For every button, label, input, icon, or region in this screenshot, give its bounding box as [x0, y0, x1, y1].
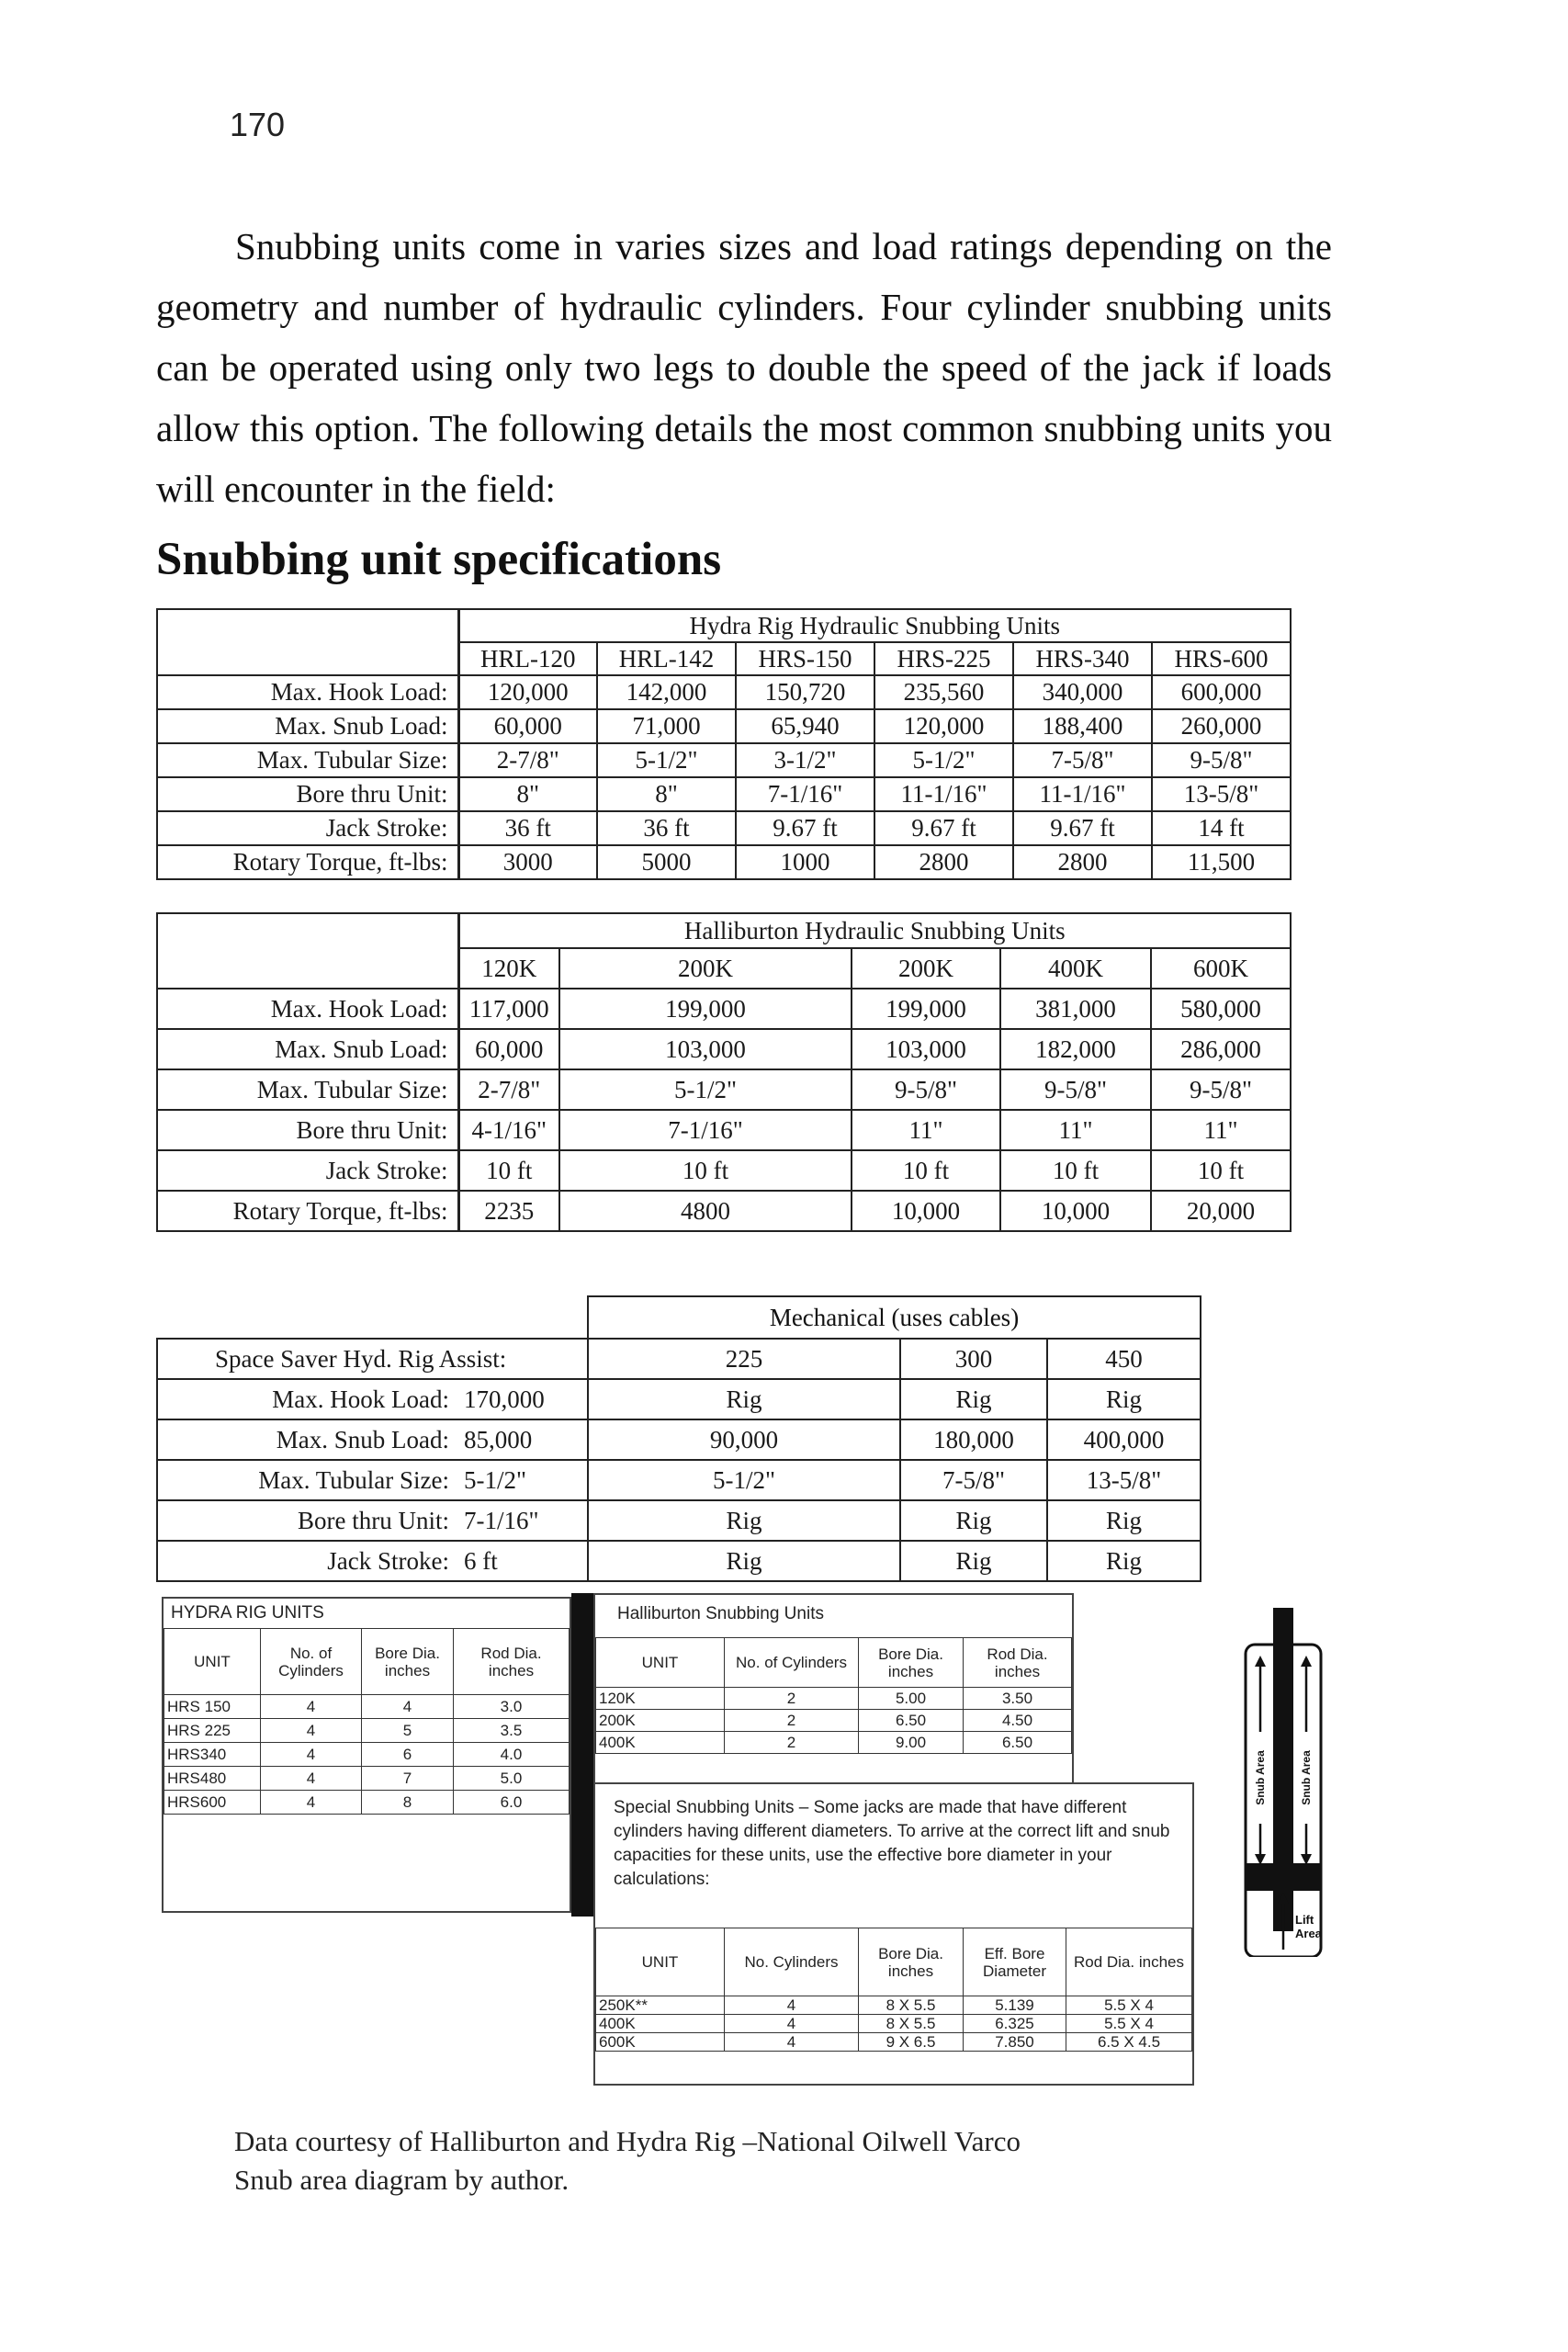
table-cell: 10 ft — [852, 1150, 1000, 1191]
table-cell: 4 — [725, 2033, 859, 2052]
table-cell: 3.0 — [454, 1695, 570, 1719]
mechanical-title-box — [587, 1295, 1201, 1338]
row-label: Bore thru Unit: — [157, 1110, 458, 1150]
model-header: 200K — [852, 948, 1000, 989]
table-cell: 3-1/2" — [736, 743, 874, 777]
table-row — [157, 675, 1291, 709]
table-cell: 250K** — [596, 1996, 725, 2015]
table-row — [157, 709, 1291, 743]
table-row — [157, 1541, 1201, 1581]
model-header: 120K — [458, 948, 559, 989]
piston-head — [1246, 1863, 1321, 1891]
table-cell: HRS600 — [164, 1791, 261, 1815]
table-title: Hydra Rig Hydraulic Snubbing Units — [458, 609, 1291, 642]
intro-paragraph — [156, 216, 1332, 519]
table-cell: 5-1/2" — [597, 743, 736, 777]
footer-credit: Data courtesy of Halliburton and Hydra Rig –National Oilwell Varco — [234, 2125, 1021, 2157]
table-cell: 8 X 5.5 — [859, 1996, 964, 2015]
table-cell: 3.5 — [454, 1719, 570, 1743]
table-cell: 2-7/8" — [458, 743, 597, 777]
table-cell: 9.00 — [859, 1732, 964, 1754]
table-cell: 60,000 — [458, 709, 597, 743]
special-table — [595, 1928, 1192, 2052]
table-cell: 9-5/8" — [1000, 1069, 1151, 1110]
model-header: 600K — [1151, 948, 1291, 989]
table-cell: 36 ft — [597, 811, 736, 845]
table-cell: 6.50 — [859, 1710, 964, 1732]
table-row — [596, 1996, 1192, 2015]
table-cell: 142,000 — [597, 675, 736, 709]
table-cell: 13-5/8" — [1152, 777, 1291, 811]
table-cell: 5.5 X 4 — [1066, 2015, 1192, 2033]
table-cell: 9-5/8" — [1151, 1069, 1291, 1110]
lift-area-label: Lift Area — [1295, 1913, 1322, 1940]
table-cell: 182,000 — [1000, 1029, 1151, 1069]
table-cell: 286,000 — [1151, 1029, 1291, 1069]
table-cell: 7-1/16" — [736, 777, 874, 811]
space-saver-value: 6 ft — [458, 1541, 588, 1581]
hal-cyl-title: Halliburton Snubbing Units — [617, 1604, 824, 1623]
row-label: Max. Tubular Size: — [157, 1460, 458, 1500]
table-cell: 2 — [725, 1732, 859, 1754]
row-label: Max. Tubular Size: — [157, 1069, 458, 1110]
snub-area-label-left: Snub Area — [1254, 1750, 1267, 1805]
column-header: Bore Dia. inches — [859, 1928, 964, 1996]
table-cell: 5000 — [597, 845, 736, 879]
table-row — [157, 1379, 1201, 1419]
table-row — [157, 743, 1291, 777]
table-cell: 36 ft — [458, 811, 597, 845]
table-cell: 4 — [725, 1996, 859, 2015]
table-cell: 4 — [725, 2015, 859, 2033]
table-row — [157, 1191, 1291, 1231]
table-cell: 5.139 — [964, 1996, 1066, 2015]
section-title: Snubbing unit specifications — [156, 534, 722, 585]
table-cell: 6.50 — [964, 1732, 1072, 1754]
table-row — [596, 1710, 1072, 1732]
table-cell: 8" — [597, 777, 736, 811]
table-cell: 10 ft — [1000, 1150, 1151, 1191]
table-cell: 2800 — [1013, 845, 1152, 879]
model-header: HRL-142 — [597, 642, 736, 675]
column-header: No. of Cylinders — [261, 1629, 362, 1695]
table-cell: Rig — [588, 1500, 900, 1541]
table-cell: 9 X 6.5 — [859, 2033, 964, 2052]
column-header: UNIT — [164, 1629, 261, 1695]
table-row — [164, 1767, 570, 1791]
space-saver-value: 5-1/2" — [458, 1460, 588, 1500]
row-label: Rotary Torque, ft-lbs: — [157, 845, 458, 879]
model-header: 225 — [588, 1339, 900, 1379]
table-cell: Rig — [1047, 1541, 1201, 1581]
table-cell: 2 — [725, 1688, 859, 1710]
table-cell: 4-1/16" — [458, 1110, 559, 1150]
table-cell: 180,000 — [900, 1419, 1047, 1460]
table-row — [164, 1743, 570, 1767]
table-cell: 117,000 — [458, 989, 559, 1029]
table-cell: 7-5/8" — [1013, 743, 1152, 777]
table-cell: 3000 — [458, 845, 597, 879]
row-label: Max. Snub Load: — [157, 1029, 458, 1069]
table-cell: 400K — [596, 2015, 725, 2033]
table-cell: Rig — [588, 1541, 900, 1581]
table-cell: 6.0 — [454, 1791, 570, 1815]
table-cell: 188,400 — [1013, 709, 1152, 743]
table-row — [164, 1695, 570, 1719]
table-cell: 4 — [261, 1791, 362, 1815]
hydra-cyl-table — [164, 1628, 570, 1815]
table-cell: Rig — [900, 1541, 1047, 1581]
row-label: Bore thru Unit: — [157, 777, 458, 811]
table-cell: 9.67 ft — [736, 811, 874, 845]
table-cell: 10 ft — [458, 1150, 559, 1191]
table-cell: 400K — [596, 1732, 725, 1754]
table-cell: 580,000 — [1151, 989, 1291, 1029]
table-row — [157, 811, 1291, 845]
table-cell: 11,500 — [1152, 845, 1291, 879]
table-cell: 6.325 — [964, 2015, 1066, 2033]
table-cell: 5-1/2" — [588, 1460, 900, 1500]
model-header: 200K — [559, 948, 852, 989]
column-header: Rod Dia. inches — [454, 1629, 570, 1695]
table-cell: 600,000 — [1152, 675, 1291, 709]
table-cell: 4 — [261, 1743, 362, 1767]
table-cell: 7-5/8" — [900, 1460, 1047, 1500]
table-cell: 10,000 — [1000, 1191, 1151, 1231]
table-cell: 60,000 — [458, 1029, 559, 1069]
table-cell: 7-1/16" — [559, 1110, 852, 1150]
table-cell: 5-1/2" — [559, 1069, 852, 1110]
table-cell: 11-1/16" — [874, 777, 1013, 811]
table-row — [164, 1719, 570, 1743]
table-cell: 1000 — [736, 845, 874, 879]
table-cell: 4800 — [559, 1191, 852, 1231]
table-cell: HRS340 — [164, 1743, 261, 1767]
table-cell: 7 — [362, 1767, 454, 1791]
table-cell: 120K — [596, 1688, 725, 1710]
column-header: Bore Dia. inches — [362, 1629, 454, 1695]
table-cell: 10,000 — [852, 1191, 1000, 1231]
table-row — [596, 2033, 1192, 2052]
snub-area-label-right: Snub Area — [1300, 1750, 1313, 1805]
table-row — [157, 1460, 1201, 1500]
column-header: Rod Dia. inches — [964, 1638, 1072, 1688]
intro-text: Snubbing units come in varies sizes and load ratings depending on the geometry and number of hydraulic cylinders. Four cylinder snubbing units can be operated using only two legs to double the speed of the jack if loads allow this option. The following details the most common snubbing units you will encounter in the field: — [156, 225, 1332, 510]
table-cell: 13-5/8" — [1047, 1460, 1201, 1500]
model-header: 400K — [1000, 948, 1151, 989]
hydra-cyl-title: HYDRA RIG UNITS — [171, 1603, 324, 1623]
table-cell: 2 — [725, 1710, 859, 1732]
table-cell: 10 ft — [1151, 1150, 1291, 1191]
table-cell: HRS480 — [164, 1767, 261, 1791]
footer — [234, 2122, 1021, 2199]
table-row — [157, 1150, 1291, 1191]
table-cell: 8 — [362, 1791, 454, 1815]
table-cell: 11" — [1151, 1110, 1291, 1150]
table-row — [157, 1500, 1201, 1541]
row-label: Max. Snub Load: — [157, 709, 458, 743]
model-header: HRS-340 — [1013, 642, 1152, 675]
table-cell: 150,720 — [736, 675, 874, 709]
table-cell: Rig — [588, 1379, 900, 1419]
model-header: HRS-225 — [874, 642, 1013, 675]
table-cell: 260,000 — [1152, 709, 1291, 743]
column-header: Rod Dia. inches — [1066, 1928, 1192, 1996]
space-saver-value: 85,000 — [458, 1419, 588, 1460]
table-cell: 340,000 — [1013, 675, 1152, 709]
model-header: HRS-600 — [1152, 642, 1291, 675]
column-header: No. Cylinders — [725, 1928, 859, 1996]
column-header: UNIT — [596, 1928, 725, 1996]
table-corner — [157, 913, 458, 989]
table-cell: 2235 — [458, 1191, 559, 1231]
table-cell: 5-1/2" — [874, 743, 1013, 777]
separator-bar — [571, 1593, 593, 1917]
table-cell: 199,000 — [852, 989, 1000, 1029]
mechanical-spec-table — [156, 1338, 1201, 1582]
space-saver-value: 170,000 — [458, 1379, 588, 1419]
table-row — [157, 1029, 1291, 1069]
table-cell: 11" — [1000, 1110, 1151, 1150]
table-row — [596, 2015, 1192, 2033]
table-cell: 9.67 ft — [874, 811, 1013, 845]
table-cell: 400,000 — [1047, 1419, 1201, 1460]
row-label: Max. Hook Load: — [157, 675, 458, 709]
table-cell: 103,000 — [852, 1029, 1000, 1069]
table-cell: 14 ft — [1152, 811, 1291, 845]
table-cell: 600K — [596, 2033, 725, 2052]
table-cell: 200K — [596, 1710, 725, 1732]
table-cell: 6 — [362, 1743, 454, 1767]
table-cell: 65,940 — [736, 709, 874, 743]
snub-area-diagram — [1238, 1608, 1339, 1957]
table-cell: HRS 150 — [164, 1695, 261, 1719]
row-label: Rotary Torque, ft-lbs: — [157, 1191, 458, 1231]
table-cell: HRS 225 — [164, 1719, 261, 1743]
column-header: Bore Dia. inches — [859, 1638, 964, 1688]
table-cell: 3.50 — [964, 1688, 1072, 1710]
space-saver-title: Space Saver Hyd. Rig Assist: — [157, 1339, 588, 1379]
table-cell: 8" — [458, 777, 597, 811]
table-row — [157, 1419, 1201, 1460]
row-label: Max. Hook Load: — [157, 1379, 458, 1419]
header-row — [164, 1629, 570, 1695]
table-cell: 11" — [852, 1110, 1000, 1150]
page-number: 170 — [230, 106, 286, 143]
table-cell: 120,000 — [458, 675, 597, 709]
table-cell: 4 — [261, 1719, 362, 1743]
table-cell: 4 — [261, 1767, 362, 1791]
footer-diagram-credit: Snub area diagram by author. — [234, 2164, 570, 2196]
table-cell: 2-7/8" — [458, 1069, 559, 1110]
row-label: Max. Snub Load: — [157, 1419, 458, 1460]
table-row — [596, 1732, 1072, 1754]
model-header: HRL-120 — [458, 642, 597, 675]
table-row — [596, 1688, 1072, 1710]
hydra-rig-spec-table — [156, 608, 1292, 880]
column-header: UNIT — [596, 1638, 725, 1688]
table-cell: 5.5 X 4 — [1066, 1996, 1192, 2015]
table-cell: 20,000 — [1151, 1191, 1291, 1231]
table-title: Halliburton Hydraulic Snubbing Units — [458, 913, 1291, 948]
row-label: Jack Stroke: — [157, 811, 458, 845]
table-cell: 6.5 X 4.5 — [1066, 2033, 1192, 2052]
table-cell: 7.850 — [964, 2033, 1066, 2052]
space-saver-value: 7-1/16" — [458, 1500, 588, 1541]
column-header: Eff. Bore Diameter — [964, 1928, 1066, 1996]
table-row — [157, 845, 1291, 879]
table-cell: Rig — [1047, 1500, 1201, 1541]
table-corner — [157, 609, 458, 675]
table-cell: 5 — [362, 1719, 454, 1743]
table-row — [157, 1069, 1291, 1110]
table-cell: 5.00 — [859, 1688, 964, 1710]
table-cell: Rig — [1047, 1379, 1201, 1419]
table-cell: 2800 — [874, 845, 1013, 879]
table-cell: 381,000 — [1000, 989, 1151, 1029]
table-cell: 4 — [362, 1695, 454, 1719]
model-header: 450 — [1047, 1339, 1201, 1379]
table-cell: 4 — [261, 1695, 362, 1719]
header-row — [596, 1928, 1192, 1996]
table-cell: 5.0 — [454, 1767, 570, 1791]
row-label: Bore thru Unit: — [157, 1500, 458, 1541]
table-cell: 9.67 ft — [1013, 811, 1152, 845]
row-label: Jack Stroke: — [157, 1541, 458, 1581]
halliburton-spec-table — [156, 912, 1292, 1232]
table-row — [157, 989, 1291, 1029]
table-cell: 235,560 — [874, 675, 1013, 709]
table-row — [157, 1110, 1291, 1150]
table-cell: 10 ft — [559, 1150, 852, 1191]
table-cell: 120,000 — [874, 709, 1013, 743]
model-header: HRS-150 — [736, 642, 874, 675]
table-cell: 90,000 — [588, 1419, 900, 1460]
table-cell: 9-5/8" — [852, 1069, 1000, 1110]
table-cell: Rig — [900, 1379, 1047, 1419]
table-cell: Rig — [900, 1500, 1047, 1541]
table-cell: 199,000 — [559, 989, 852, 1029]
special-note: Special Snubbing Units – Some jacks are made that have different cylinders having different diameters. To arrive at the correct lift and snub capacities for these units, use the effective bore diameter in your calculations: — [614, 1798, 1170, 1889]
hal-cyl-table — [595, 1637, 1072, 1754]
table-cell: 4.50 — [964, 1710, 1072, 1732]
table-cell: 4.0 — [454, 1743, 570, 1767]
table-cell: 71,000 — [597, 709, 736, 743]
table-cell: 11-1/16" — [1013, 777, 1152, 811]
table-cell: 8 X 5.5 — [859, 2015, 964, 2033]
table-row — [157, 777, 1291, 811]
column-header: No. of Cylinders — [725, 1638, 859, 1688]
header-row — [596, 1638, 1072, 1688]
model-header: 300 — [900, 1339, 1047, 1379]
row-label: Max. Tubular Size: — [157, 743, 458, 777]
table-cell: 103,000 — [559, 1029, 852, 1069]
table-row — [164, 1791, 570, 1815]
row-label: Max. Hook Load: — [157, 989, 458, 1029]
table-title: Mechanical (uses cables) — [769, 1304, 1020, 1331]
table-cell: 9-5/8" — [1152, 743, 1291, 777]
row-label: Jack Stroke: — [157, 1150, 458, 1191]
